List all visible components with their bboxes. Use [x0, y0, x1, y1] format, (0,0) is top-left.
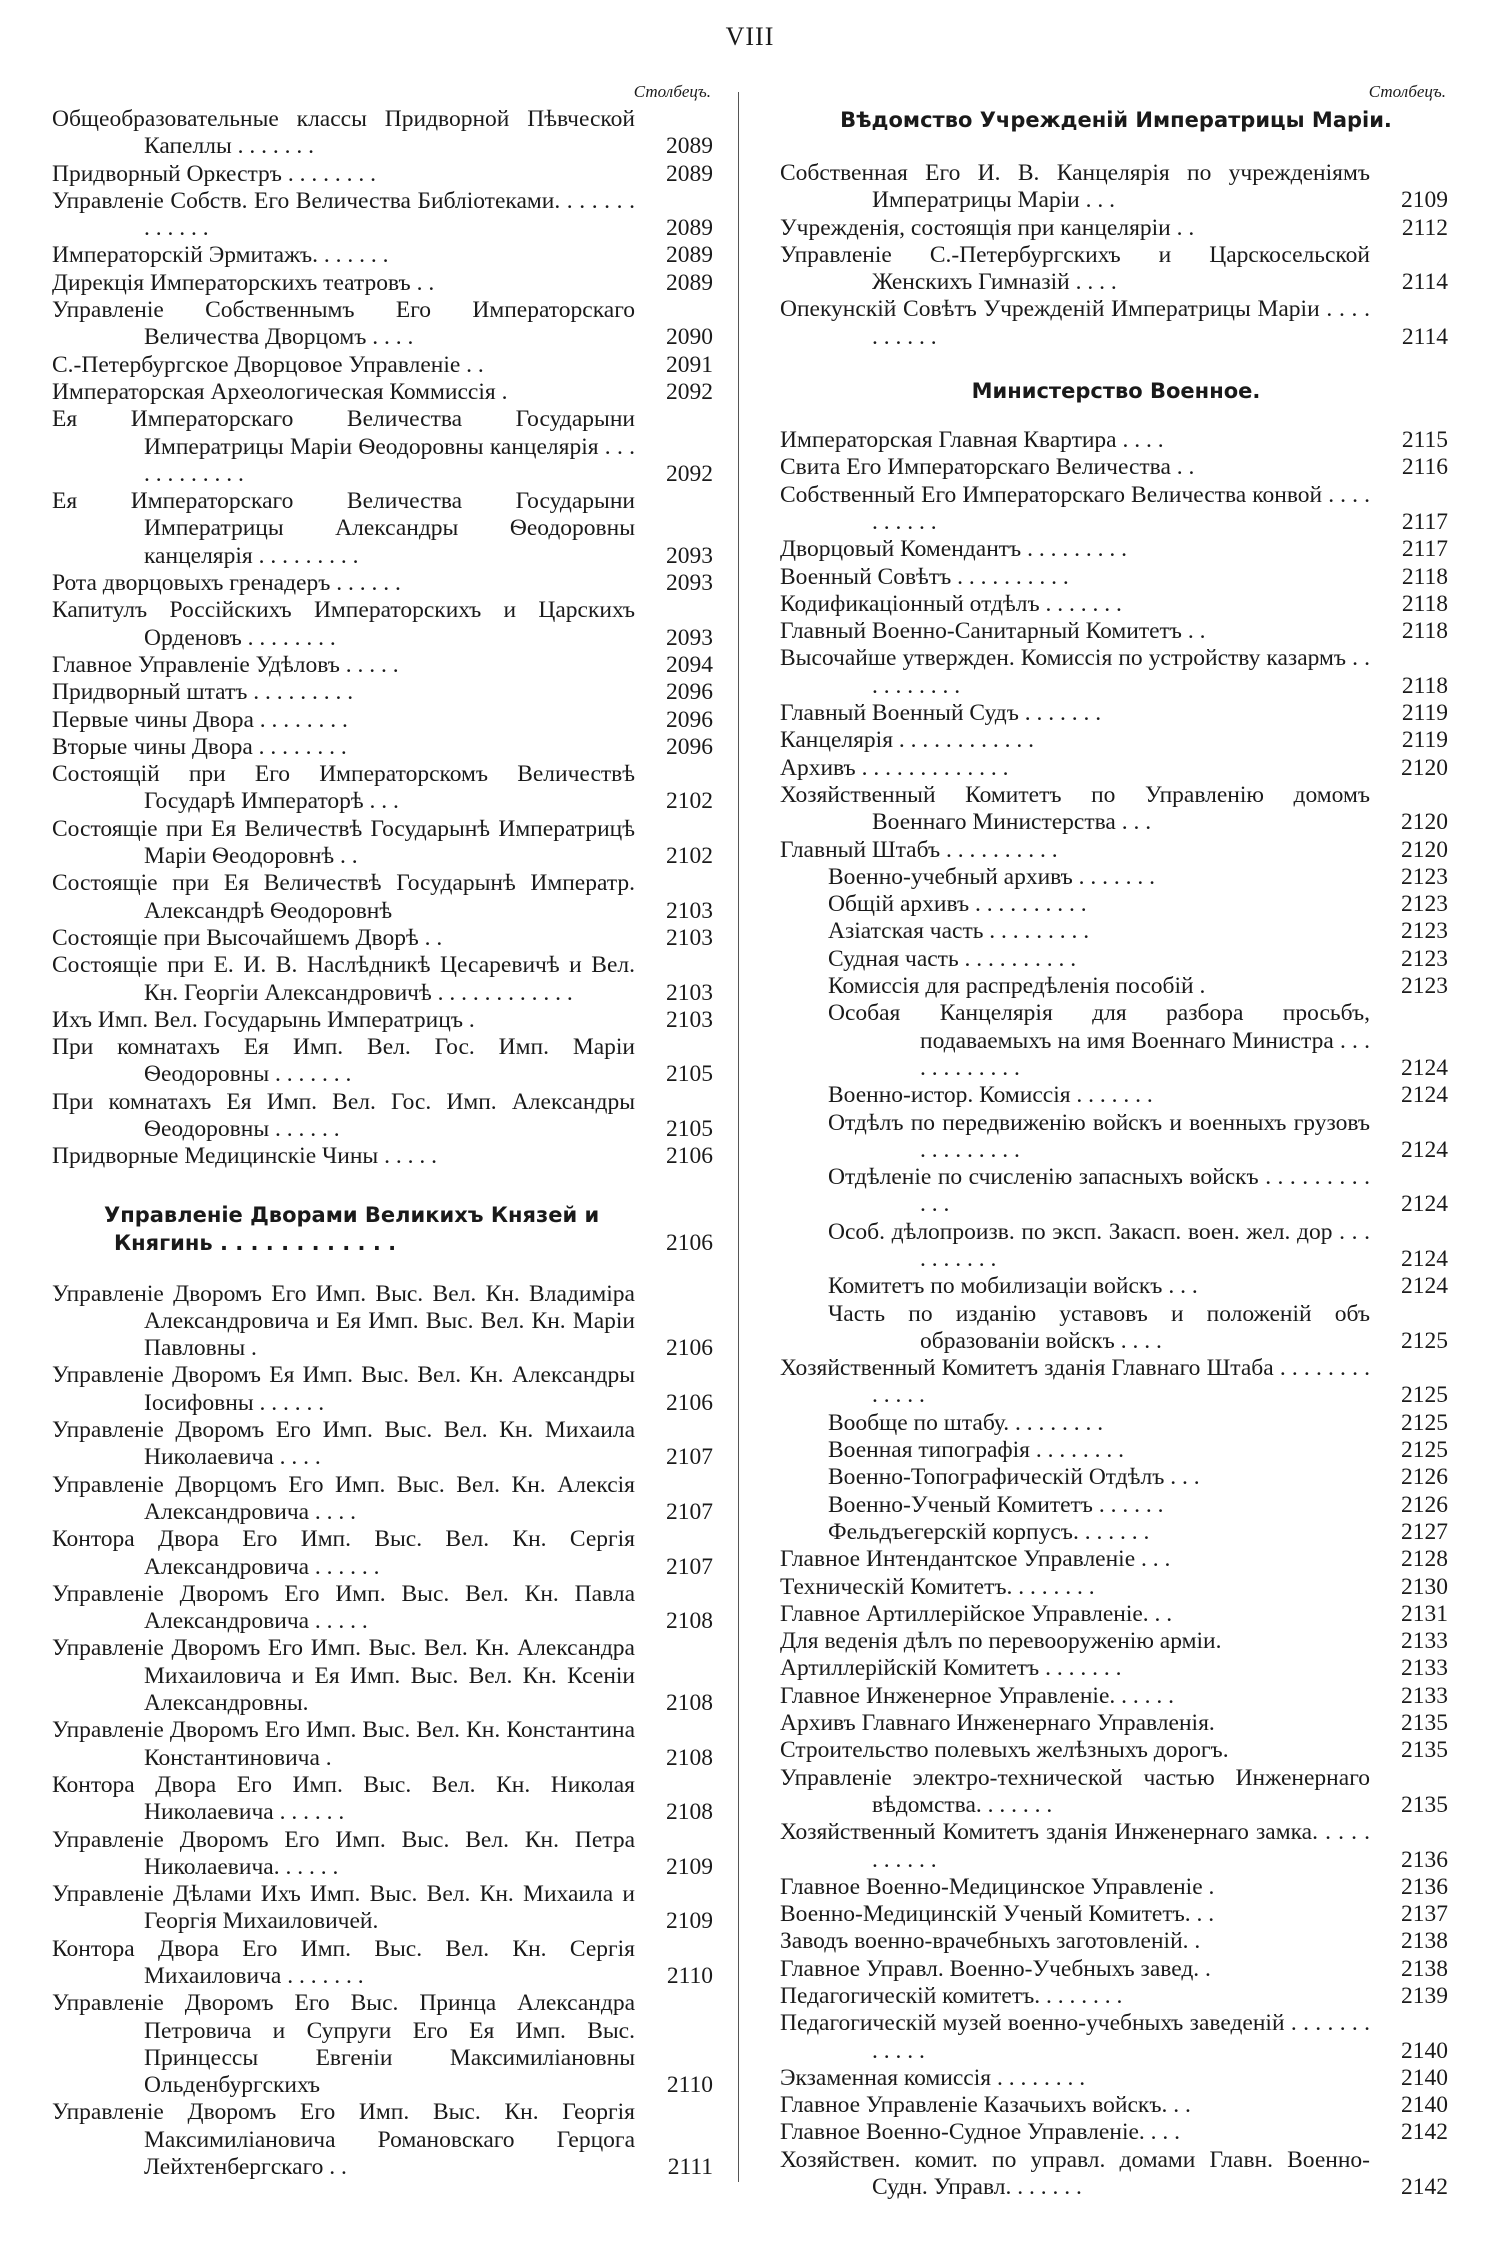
index-entry — [52, 1143, 717, 1170]
index-entry — [780, 755, 1452, 782]
entry-title: Главное Артиллерійское Управленіе. . . — [780, 1600, 1173, 1627]
entry-page-ref: 2126 — [1401, 1491, 1448, 1518]
index-entry — [52, 1417, 717, 1472]
index-entry — [780, 1683, 1452, 1710]
entry-title: Управленіе Дворомъ Ея Имп. Выс. Вел. Кн. Александры Іосифовны . . . . . . — [52, 1362, 635, 1416]
index-entry — [780, 2119, 1452, 2146]
entry-page-ref: 2103 — [666, 1006, 713, 1033]
entry-title: Главное Интендантское Управленіе . . . — [780, 1546, 1171, 1573]
index-entry — [52, 1034, 717, 1089]
entry-page-ref: 2109 — [666, 1853, 713, 1880]
index-entry — [52, 242, 717, 269]
entry-page-ref: 2140 — [1401, 2037, 1448, 2064]
left-column — [52, 82, 717, 2181]
index-entry — [780, 1928, 1452, 1955]
entry-title: Главное Инженерное Управленіе. . . . . . — [780, 1682, 1175, 1709]
index-entry — [52, 406, 717, 488]
entry-title: Хозяйствен. комит. по управл. домами Главн. Военно-Судн. Управл. . . . . . . — [780, 2146, 1370, 2201]
entry-page-ref: 2089 — [666, 215, 713, 242]
entry-title: Управленіе Собственнымъ Его Императорскаго Величества Дворцомъ . . . . — [52, 297, 635, 351]
entry-title: Состоящіе при Е. И. В. Наслѣдникѣ Цесаревичѣ и Вел. Кн. Георгіи Александровичѣ . . . . . . . . . . . . — [52, 952, 635, 1006]
entry-title: Фельдъегерскій корпусъ. . . . . . . — [828, 1518, 1150, 1545]
entry-page-ref: 2123 — [1401, 891, 1448, 918]
entry-page-ref: 2114 — [1401, 269, 1448, 296]
entry-title: Архивъ . . . . . . . . . . . . . — [780, 754, 1009, 781]
entry-page-ref: 2094 — [666, 651, 713, 678]
entry-page-ref: 2127 — [1401, 1518, 1448, 1545]
entry-title: Императорскій Эрмитажъ. . . . . . . — [52, 242, 389, 269]
entry-page-ref: 2124 — [1401, 1245, 1448, 1272]
index-entry — [52, 1881, 717, 1936]
index-entry — [780, 864, 1452, 891]
index-entry — [780, 242, 1452, 297]
entry-title: Педагогическій комитетъ. . . . . . . . — [780, 1983, 1123, 2009]
entry-title: Свита Его Императорскаго Величества . . — [780, 454, 1195, 481]
index-entry — [780, 2147, 1452, 2202]
index-entry — [780, 1819, 1452, 1874]
index-entry — [52, 925, 717, 952]
entry-title: Состоящіе при Ея Величествѣ Государынѣ Императр. Александрѣ Ѳеодоровнѣ — [52, 870, 635, 924]
entry-title: Учрежденія, состоящія при канцеляріи . . — [780, 214, 1195, 241]
entry-page-ref: 2125 — [1401, 1327, 1448, 1354]
index-entry — [780, 215, 1452, 242]
index-entry — [780, 2092, 1452, 2119]
index-entry — [780, 1219, 1452, 1274]
column-heading-left: Столбецъ. — [633, 82, 711, 101]
entry-page-ref: 2109 — [666, 1908, 713, 1935]
entry-page-ref: 2138 — [1401, 1955, 1448, 1982]
index-entry — [780, 1710, 1452, 1737]
index-entry — [52, 1936, 717, 1991]
index-entry — [52, 297, 717, 352]
right-entries-list-1 — [780, 160, 1452, 351]
index-entry — [780, 837, 1452, 864]
entry-page-ref: 2125 — [1401, 1409, 1448, 1436]
entry-title: Придворный Оркестръ . . . . . . . . — [52, 160, 376, 187]
index-entry — [780, 782, 1452, 837]
entry-title: Императорская Главная Квартира . . . . — [780, 427, 1164, 454]
entry-page-ref: 2135 — [1401, 1791, 1448, 1818]
entry-title: Хозяйственный Комитетъ зданія Инженернаго замка. . . . . . . . . . . — [780, 1819, 1370, 1873]
entry-title: Главное Военно-Медицинское Управленіе . — [780, 1873, 1215, 1900]
entry-title: Строительство полевыхъ желѣзныхъ дорогъ. — [780, 1737, 1229, 1764]
entry-page-ref: 2102 — [666, 843, 713, 870]
index-entry — [52, 161, 717, 188]
index-entry — [780, 536, 1452, 563]
index-entry — [780, 700, 1452, 727]
entry-title: Дирекція Императорскихъ театровъ . . — [52, 269, 435, 296]
entry-title: Императорская Археологическая Коммиссія . — [52, 378, 508, 405]
entry-page-ref: 2091 — [666, 351, 713, 378]
index-entry — [780, 1000, 1452, 1082]
entry-page-ref: 2115 — [1401, 427, 1448, 454]
entry-page-ref: 2106 — [666, 1389, 713, 1416]
entry-title: Контора Двора Его Имп. Выс. Вел. Кн. Сергія Александровича . . . . . . — [52, 1526, 635, 1580]
entry-page-ref: 2137 — [1401, 1901, 1448, 1928]
entry-page-ref: 2118 — [1401, 672, 1448, 699]
index-entry — [780, 564, 1452, 591]
entry-title: Артиллерійскій Комитетъ . . . . . . . — [780, 1655, 1122, 1682]
index-entry — [52, 652, 717, 679]
entry-title: Управленіе Собств. Его Величества Библіотеками. . . . . . . . . . . . . — [52, 187, 635, 242]
entry-title: Состоящіе при Ея Величествѣ Государынѣ Императрицѣ Маріи Ѳеодоровнѣ . . — [52, 815, 635, 870]
entry-page-ref: 2089 — [666, 160, 713, 187]
entry-page-ref: 2124 — [1401, 1136, 1448, 1163]
entry-title: Военно-истор. Комиссія . . . . . . . — [828, 1082, 1153, 1109]
entry-page-ref: 2089 — [666, 133, 713, 160]
entry-page-ref: 2120 — [1401, 809, 1448, 836]
entry-title: Главное Управл. Военно-Учебныхъ завед. . — [780, 1955, 1211, 1982]
entry-page-ref: 2125 — [1401, 1437, 1448, 1464]
index-entry — [52, 1635, 717, 1717]
index-entry — [52, 734, 717, 761]
index-entry — [52, 488, 717, 570]
entry-page-ref: 2140 — [1401, 2092, 1448, 2119]
entry-title: Вторые чины Двора . . . . . . . . — [52, 733, 347, 760]
entry-title: Комитетъ по мобилизаціи войскъ . . . — [828, 1273, 1198, 1300]
index-entry — [780, 1492, 1452, 1519]
entry-title: Педагогическій музей военно-учебныхъ заведеній . . . . . . . . . . . . — [780, 2010, 1370, 2064]
index-entry — [780, 618, 1452, 645]
entry-page-ref: 2136 — [1401, 1873, 1448, 1900]
entry-page-ref: 2120 — [1401, 836, 1448, 863]
index-entry — [780, 1082, 1452, 1109]
entry-title: Управленіе Дворцомъ Его Имп. Выс. Вел. Кн. Алексія Александровича . . . . — [52, 1471, 635, 1525]
index-entry — [52, 2099, 717, 2181]
index-entry — [52, 952, 717, 1007]
index-entry — [780, 973, 1452, 1000]
entry-page-ref: 2093 — [666, 624, 713, 651]
entry-title: Собственный Его Императорскаго Величества конвой . . . . . . . . . . — [780, 481, 1370, 535]
entry-page-ref: 2123 — [1401, 863, 1448, 890]
index-entry — [780, 1546, 1452, 1573]
entry-title: Главное Управленіе Удѣловъ . . . . . — [52, 651, 399, 678]
entry-page-ref: 2142 — [1401, 2119, 1448, 2146]
entry-title: Капитулъ Россійскихъ Императорскихъ и Царскихъ Орденовъ . . . . . . . . — [52, 597, 635, 651]
index-entry — [52, 1717, 717, 1772]
index-entry — [52, 1526, 717, 1581]
entry-page-ref: 2133 — [1401, 1682, 1448, 1709]
entry-page-ref: 2103 — [666, 979, 713, 1006]
index-entry — [52, 270, 717, 297]
entry-title: Азіатская часть . . . . . . . . . — [828, 918, 1090, 945]
index-entry — [52, 570, 717, 597]
entry-title: Техническій Комитетъ. . . . . . . . — [780, 1573, 1095, 1600]
entry-title: Опекунскій Совѣтъ Учрежденій Императрицы Маріи . . . . . . . . . . — [780, 296, 1370, 350]
entry-page-ref: 2110 — [666, 1963, 713, 1989]
entry-title: Придворные Медицинскіе Чины . . . . . — [52, 1143, 437, 1170]
index-entry — [780, 1164, 1452, 1219]
entry-page-ref: 2090 — [666, 324, 713, 351]
index-entry — [780, 727, 1452, 754]
entry-page-ref: 2123 — [1401, 945, 1448, 972]
index-entry — [780, 1956, 1452, 1983]
left-entries-list — [52, 106, 717, 1171]
right-column — [780, 82, 1452, 2201]
entry-page-ref: 2124 — [1401, 1082, 1448, 1109]
entry-page-ref: 2124 — [1401, 1273, 1448, 1300]
column-divider — [738, 92, 739, 2182]
entry-page-ref: 2103 — [666, 924, 713, 951]
entry-page-ref: 2089 — [666, 242, 713, 269]
entry-page-ref: 2096 — [666, 679, 713, 706]
entry-title: Главное Управленіе Казачьихъ войскъ. . . — [780, 2092, 1191, 2119]
entry-page-ref: 2109 — [1401, 187, 1448, 214]
entry-title: Ихъ Имп. Вел. Государынь Императрицъ . — [52, 1006, 475, 1033]
entry-page-ref: 2110 — [666, 2072, 713, 2099]
entry-page-ref: 2108 — [666, 1744, 713, 1771]
entry-page-ref: 2133 — [1401, 1628, 1448, 1655]
entry-page-ref: 2118 — [1401, 590, 1448, 617]
entry-title: Отдѣленіе по счисленію запасныхъ войскъ . . . . . . . . . . . . — [828, 1164, 1370, 1218]
entry-page-ref: 2116 — [1401, 454, 1448, 481]
index-entry — [780, 1874, 1452, 1901]
index-entry — [780, 2010, 1452, 2065]
entry-title: Управленіе С.-Петербургскихъ и Царскосельской Женскихъ Гимназій . . . . — [780, 241, 1370, 296]
entry-title: Управленіе Дворомъ Его Имп. Выс. Вел. Кн. Владиміра Александровича и Ея Имп. Выс. Вел. Кн. Маріи Павловны . — [52, 1280, 635, 1362]
entry-page-ref: 2106 — [666, 1143, 713, 1170]
index-entry — [780, 1737, 1452, 1764]
index-entry — [780, 1464, 1452, 1491]
column-heading-right: Столбецъ. — [1368, 82, 1446, 101]
entry-page-ref: 2138 — [1401, 1928, 1448, 1955]
entry-page-ref: 2123 — [1401, 918, 1448, 945]
section-grand-dukes-courts — [52, 1201, 717, 1257]
entry-title: Военно-Медицинскій Ученый Комитетъ. . . — [780, 1901, 1215, 1928]
entry-title: Отдѣлъ по передвиженію войскъ и военныхъ грузовъ . . . . . . . . . — [828, 1109, 1370, 1163]
entry-page-ref: 2105 — [666, 1061, 713, 1088]
entry-title: Состоящій при Его Императорскомъ Величествѣ Государѣ Императорѣ . . . — [52, 761, 635, 815]
entry-title: Особ. дѣлопроизв. по эксп. Закасп. воен. жел. дор . . . . . . . . . . — [828, 1218, 1370, 1272]
entry-title: Управленіе Дворомъ Его Имп. Выс. Вел. Кн. Павла Александровича . . . . . — [52, 1580, 635, 1635]
entry-page-ref: 2102 — [666, 788, 713, 815]
entry-title: Дворцовый Комендантъ . . . . . . . . . — [780, 536, 1127, 563]
entry-title: Управленіе Дворомъ Его Имп. Выс. Вел. Кн. Михаила Николаевича . . . . — [52, 1417, 635, 1471]
index-entry — [780, 1655, 1452, 1682]
index-entry — [52, 1472, 717, 1527]
index-entry — [780, 454, 1452, 481]
index-entry — [52, 379, 717, 406]
entry-title: С.-Петербургское Дворцовое Управленіе . . — [52, 351, 484, 378]
index-entry — [52, 188, 717, 243]
entry-page-ref: 2126 — [1401, 1464, 1448, 1491]
entry-page-ref: 2133 — [1401, 1655, 1448, 1682]
entry-page-ref: 2108 — [666, 1799, 713, 1826]
entry-title: Общеобразовательные классы Придворной Пѣвческой Капеллы . . . . . . . — [52, 106, 635, 160]
entry-title: Первые чины Двора . . . . . . . . — [52, 706, 348, 733]
entry-title: Часть по изданію уставовъ и положеній объ образованіи войскъ . . . . — [828, 1300, 1370, 1354]
index-entry — [52, 1990, 717, 2099]
index-entry — [780, 1410, 1452, 1437]
entry-page-ref: 2128 — [1401, 1546, 1448, 1573]
index-entry — [52, 1827, 717, 1882]
entry-page-ref: 2130 — [1401, 1573, 1448, 1600]
entry-title: При комнатахъ Ея Имп. Вел. Гос. Имп. Маріи Ѳеодоровны . . . . . . . — [52, 1034, 635, 1088]
entry-page-ref: 2118 — [1401, 563, 1448, 590]
entry-page-ref: 2111 — [667, 2154, 713, 2181]
entry-title: Военный Совѣтъ . . . . . . . . . . — [780, 563, 1069, 590]
index-entry — [780, 891, 1452, 918]
entry-title: Главный Штабъ . . . . . . . . . . — [780, 836, 1058, 863]
entry-page-ref: 2140 — [1401, 2064, 1448, 2091]
entry-page-ref: 2107 — [666, 1498, 713, 1525]
entry-page-ref: 2092 — [666, 460, 713, 487]
entry-title: Экзаменная комиссія . . . . . . . . — [780, 2064, 1086, 2091]
index-entry — [780, 1601, 1452, 1628]
entry-page-ref: 2089 — [666, 269, 713, 296]
entry-title: Состоящіе при Высочайшемъ Дворѣ . . — [52, 924, 443, 951]
right-entries-list-2 — [780, 427, 1452, 2201]
entry-page-ref: 2131 — [1401, 1600, 1448, 1627]
entry-title: Придворный штатъ . . . . . . . . . — [52, 679, 354, 706]
entry-title: Управленіе Дворомъ Его Имп. Выс. Вел. Кн. Константина Константиновича . — [52, 1717, 635, 1771]
entry-page-ref: 2114 — [1401, 323, 1448, 350]
entry-title: Ея Императорскаго Величества Государыни Императрицы Маріи Ѳеодоровны канцелярія . . . . . . . . . . . . — [52, 406, 635, 487]
index-entry — [780, 1765, 1452, 1820]
entry-title: Рота дворцовыхъ гренадеръ . . . . . . — [52, 570, 401, 597]
entry-title: Канцелярія . . . . . . . . . . . . — [780, 727, 1035, 754]
entry-title: Военная типографія . . . . . . . . — [828, 1437, 1124, 1464]
index-entry — [780, 591, 1452, 618]
entry-page-ref: 2142 — [1401, 2174, 1448, 2201]
entry-page-ref: 2103 — [666, 897, 713, 924]
entry-title: Управленіе Дворомъ Его Имп. Выс. Вел. Кн. Александра Михаиловича и Ея Имп. Выс. Вел. Кн. Ксеніи Александровны. — [52, 1635, 635, 1717]
index-entry — [780, 1301, 1452, 1356]
index-entry — [780, 1355, 1452, 1410]
entry-title: Военно-учебный архивъ . . . . . . . — [828, 863, 1156, 890]
index-entry — [780, 1628, 1452, 1655]
entry-title: Для веденія дѣлъ по перевооруженію арміи. — [780, 1628, 1222, 1655]
entry-page-ref: 2118 — [1401, 618, 1448, 645]
entry-page-ref: 2117 — [1401, 536, 1448, 563]
entry-title: Контора Двора Его Имп. Выс. Вел. Кн. Николая Николаевича . . . . . . — [52, 1771, 635, 1826]
section-title: Управленіе Дворами Великихъ Князей и Княгинь . . . . . . . . . . . . — [104, 1202, 600, 1255]
entry-page-ref: 2135 — [1401, 1737, 1448, 1764]
entry-page-ref: 2096 — [666, 733, 713, 760]
index-entry — [780, 946, 1452, 973]
entry-page-ref: 2135 — [1401, 1710, 1448, 1737]
index-entry — [52, 1581, 717, 1636]
entry-title: Военно-Топографическій Отдѣлъ . . . — [828, 1464, 1200, 1491]
entry-page-ref: 2119 — [1401, 727, 1448, 754]
entry-page-ref: 2136 — [1401, 1846, 1448, 1873]
index-entry — [52, 816, 717, 871]
index-entry — [52, 1362, 717, 1417]
entry-page-ref: 2092 — [666, 378, 713, 405]
index-entry — [780, 1519, 1452, 1546]
section-empress-maria-institutions: Вѣдомство Учрежденій Императрицы Маріи. — [840, 108, 1392, 132]
index-entry — [52, 870, 717, 925]
entry-page-ref: 2124 — [1401, 1054, 1448, 1081]
index-entry — [52, 1089, 717, 1144]
entry-page-ref: 2125 — [1401, 1382, 1448, 1409]
entry-title: Заводъ военно-врачебныхъ заготовленій. . — [780, 1928, 1201, 1955]
index-entry — [780, 1273, 1452, 1300]
index-entry — [780, 1437, 1452, 1464]
index-entry — [780, 1983, 1452, 2010]
entry-title: Управленіе Дворомъ Его Имп. Выс. Кн. Георгія Максимиліановича Романовскаго Герцога Лейхтенбергскаго . . — [52, 2099, 635, 2181]
entry-page-ref: 2117 — [1401, 508, 1448, 535]
index-entry — [780, 645, 1452, 700]
entry-title: Общій архивъ . . . . . . . . . . — [828, 891, 1087, 918]
entry-title: Управленіе Дѣлами Ихъ Имп. Выс. Вел. Кн. Михаила и Георгія Михаиловичей. — [52, 1881, 635, 1935]
entry-title: Управленіе Дворомъ Его Выс. Принца Александра Петровича и Супруги Его Ея Имп. Выс. Принцессы Евгеніи Максимиліановны Ольденбургскихъ — [52, 1990, 635, 2099]
entry-page-ref: 2124 — [1401, 1191, 1448, 1218]
entry-title: Главный Военный Судъ . . . . . . . — [780, 700, 1102, 727]
index-entry — [780, 1110, 1452, 1165]
entry-page-ref: 2107 — [666, 1553, 713, 1580]
index-entry — [52, 707, 717, 734]
section-war-ministry: Министерство Военное. — [971, 379, 1261, 404]
index-entry — [780, 296, 1452, 351]
entry-title: Комиссія для распредѣленія пособій . — [828, 973, 1206, 1000]
index-entry — [780, 427, 1452, 454]
entry-title: Вообще по штабу. . . . . . . . . — [828, 1409, 1104, 1436]
entry-page-ref: 2106 — [666, 1335, 713, 1362]
entry-title: Архивъ Главнаго Инженернаго Управленія. — [780, 1710, 1215, 1737]
entry-page-ref: 2112 — [1401, 214, 1448, 241]
entry-title: Хозяйственный Комитетъ зданія Главнаго Штаба . . . . . . . . . . . . . — [780, 1355, 1370, 1409]
index-entry — [780, 1901, 1452, 1928]
left-entries-list-2 — [52, 1281, 717, 2182]
entry-page-ref: 2139 — [1401, 1983, 1448, 2009]
entry-title: Особая Канцелярія для разбора просьбъ, подаваемыхъ на имя Военнаго Министра . . . . . . . . . . . . — [828, 1000, 1370, 1081]
entry-page-ref: 2123 — [1401, 973, 1448, 1000]
index-entry — [780, 1574, 1452, 1601]
index-entry — [780, 2065, 1452, 2092]
entry-title: Хозяйственный Комитетъ по Управленію домомъ Военнаго Министерства . . . — [780, 781, 1370, 836]
index-entry — [780, 482, 1452, 537]
index-entry — [52, 1007, 717, 1034]
index-entry — [52, 106, 717, 161]
entry-title: Главный Военно-Санитарный Комитетъ . . — [780, 618, 1206, 645]
index-entry — [52, 597, 717, 652]
entry-title: Контора Двора Его Имп. Выс. Вел. Кн. Сергія Михаиловича . . . . . . . — [52, 1935, 635, 1989]
entry-page-ref: 2107 — [666, 1444, 713, 1471]
index-entry — [52, 679, 717, 706]
entry-page-ref: 2105 — [666, 1115, 713, 1142]
entry-title: Управленіе Дворомъ Его Имп. Выс. Вел. Кн. Петра Николаевича. . . . . . — [52, 1826, 635, 1880]
entry-title: При комнатахъ Ея Имп. Вел. Гос. Имп. Александры Ѳеодоровны . . . . . . — [52, 1088, 635, 1142]
index-entry — [52, 1772, 717, 1827]
page-number: VIII — [725, 22, 775, 51]
entry-title: Собственная Его И. В. Канцелярія по учрежденіямъ Императрицы Маріи . . . — [780, 160, 1370, 214]
index-entry — [52, 1281, 717, 1363]
index-entry — [52, 352, 717, 379]
entry-page-ref: 2093 — [666, 570, 713, 597]
entry-title: Главное Военно-Судное Управленіе. . . . — [780, 2119, 1181, 2146]
index-entry — [780, 918, 1452, 945]
entry-page-ref: 2119 — [1401, 700, 1448, 727]
entry-page-ref: 2108 — [666, 1608, 713, 1635]
index-entry — [52, 761, 717, 816]
entry-page-ref: 2093 — [666, 542, 713, 569]
entry-page-ref: 2120 — [1401, 754, 1448, 781]
entry-title: Высочайше утвержден. Комиссія по устройству казармъ . . . . . . . . . . — [780, 645, 1370, 699]
entry-title: Управленіе электро-технической частью Инженернаго вѣдомства. . . . . . . — [780, 1764, 1370, 1818]
entry-title: Кодификаціонный отдѣлъ . . . . . . . — [780, 590, 1122, 617]
entry-title: Военно-Ученый Комитетъ . . . . . . — [828, 1491, 1164, 1518]
entry-page-ref: 2096 — [666, 706, 713, 733]
entry-title: Ея Императорскаго Величества Государыни Императрицы Александры Ѳеодоровны канцелярія . . . . . . . . . — [52, 488, 635, 569]
index-entry — [780, 160, 1452, 215]
section-page-ref: 2106 — [666, 1229, 713, 1256]
entry-page-ref: 2108 — [666, 1690, 713, 1717]
entry-title: Судная часть . . . . . . . . . . — [828, 945, 1077, 972]
